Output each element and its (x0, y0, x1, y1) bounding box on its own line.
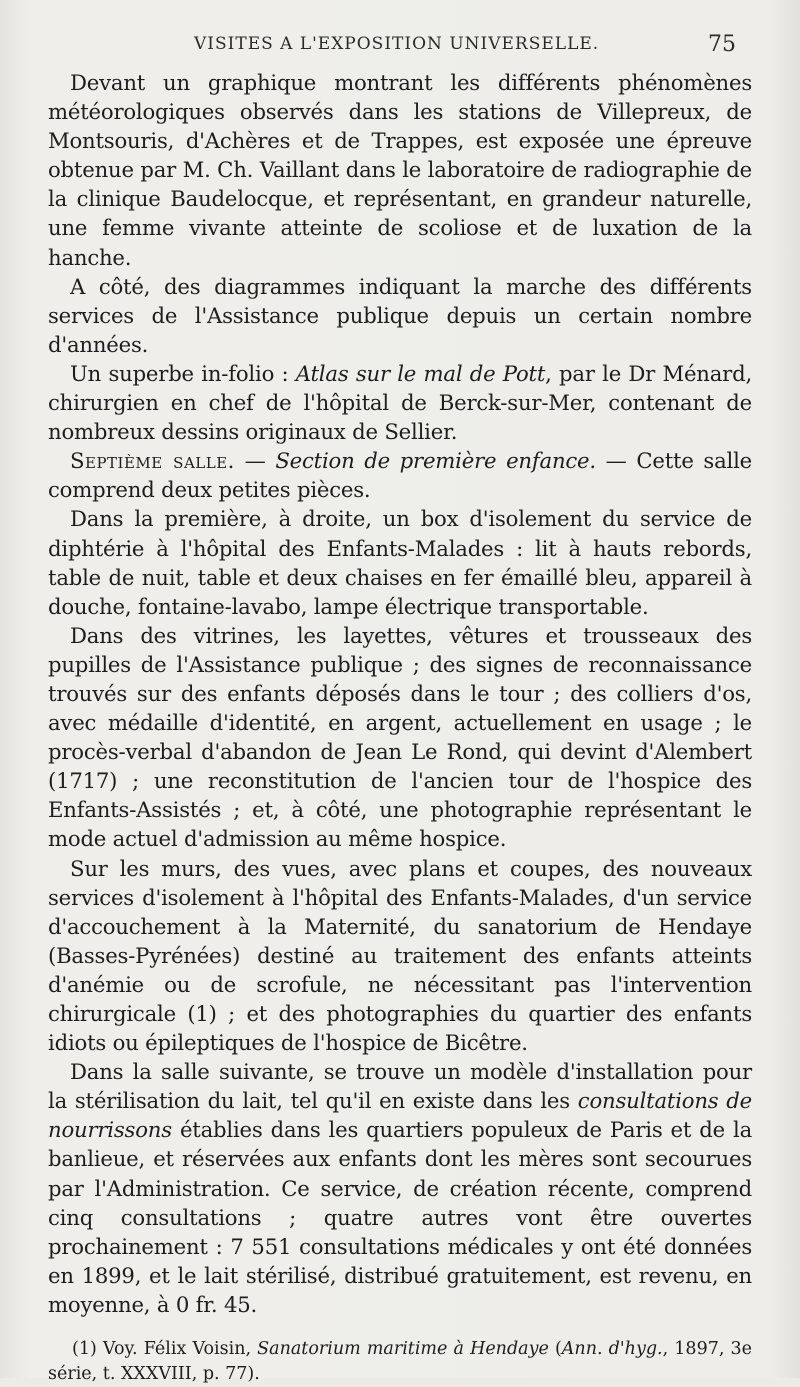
room-description: — Cette salle comprend deux petites pièces. (48, 448, 752, 503)
paragraph-diagrams: A côté, des diagrammes indiquant la marche des différents services de l'Assistance publique depuis un certain nombre d'années. (48, 273, 752, 357)
paragraph-atlas-text-1: Un superbe in-folio : (70, 360, 296, 386)
section-title: Section de première enfance. (275, 448, 596, 474)
footnote-text-1: (1) Voy. Félix Voisin, (72, 1339, 258, 1360)
paragraph-showcases: Dans des vitrines, les layettes, vêtures et trousseaux des pupilles de l'Assistance publique ; des signes de reconnaissance trouvés sur des enfants déposés dans le tour ; des colliers d'os, avec médaille d'identité, en argent, actuellement en usage ; le procès-verbal d'abandon de Jean Le Rond, qui devint d'Alembert (1717) ; une reconstitution de l'ancien tour de l'hospice des Enfants-Assistés ; et, à côté, une photographie représentant le mode actuel d'admission au même hospice. (48, 622, 752, 852)
room-label: Septième salle. (70, 448, 235, 474)
paragraph-atlas (48, 359, 752, 446)
paragraph-walls: Sur les murs, des vues, avec plans et coupes, des nouveaux services d'isolement à l'hôpital des Enfants-Malades, d'un service d'accouchement à la Maternité, du sanatorium de Hendaye (Basses-Pyrénées) destiné au traitement des enfants atteints d'anémie ou de scrofule, ne nécessitant pas l'intervention chirurgicale (1) ; et des photographies du quartier des enfants idiots ou épileptiques de l'hospice de Bicêtre. (48, 855, 752, 1056)
paragraph-atlas-text-2: , par le Dr Ménard, chirurgien en chef de l'hôpital de Berck-sur-Mer, contenant de nombreux dessins originaux de Sellier. (48, 360, 752, 445)
footnote (48, 1337, 752, 1387)
room-dash: — (234, 448, 276, 474)
paragraph-isolation-box: Dans la première, à droite, un box d'isolement du service de diphtérie à l'hôpital des Enfants-Malades : lit à hauts rebords, table de nuit, table et deux chaises en fer émaillé bleu, appareil à douche, fontaine-lavabo, lampe électrique transportable. (48, 506, 752, 619)
atlas-title: Atlas sur le mal de Pott (295, 360, 546, 386)
consultations-term: consultations de nourrissons (48, 1088, 753, 1143)
footnote-journal: Ann. d'hyg. (561, 1339, 663, 1360)
paragraph-sterilization-text-1: Dans la salle suivante, se trouve un modèle d'installation pour la stérilisation du lait, tel qu'il en existe dans les (48, 1059, 752, 1114)
paragraph-seventh-room (48, 446, 752, 504)
running-head (48, 28, 752, 64)
footnote-text-2: , 1897, 3e série, t. XXXVIII, p. 77). (48, 1339, 753, 1385)
paragraph-meteorology: Devant un graphique montrant les différents phénomènes météorologiques observés dans les stations de Villepreux, de Montsouris, d'Achères et de Trappes, est exposée une épreuve obtenue par M. Ch. Vaillant dans le laboratoire de radiographie de la clinique Baudelocque, et représentant, en grandeur naturelle, une femme vivante atteinte de scoliose et de luxation de la hanche. (48, 70, 752, 270)
paragraph-sterilization-text-2: établies dans les quartiers populeux de Paris et de la banlieue, et réservées aux enfants dont les mères sont secourues par l'Administration. Ce service, de création récente, comprend cinq consultations ; quatre autres vont être ouvertes prochainement : 7 551 consultations médicales y ont été données en 1899, et le lait stérilisé, distribué gratuitement, est revenu, en moyenne, à 0 fr. 45. (48, 1117, 752, 1317)
footnote-paren: ( (548, 1339, 562, 1360)
running-title: VISITES A L'EXPOSITION UNIVERSELLE. (194, 34, 600, 54)
page-number: 75 (708, 32, 736, 57)
paragraph-sterilization (48, 1057, 752, 1319)
footnote-work-title: Sanatorium maritime à Hendaye (257, 1339, 549, 1360)
body-text (48, 68, 752, 1319)
